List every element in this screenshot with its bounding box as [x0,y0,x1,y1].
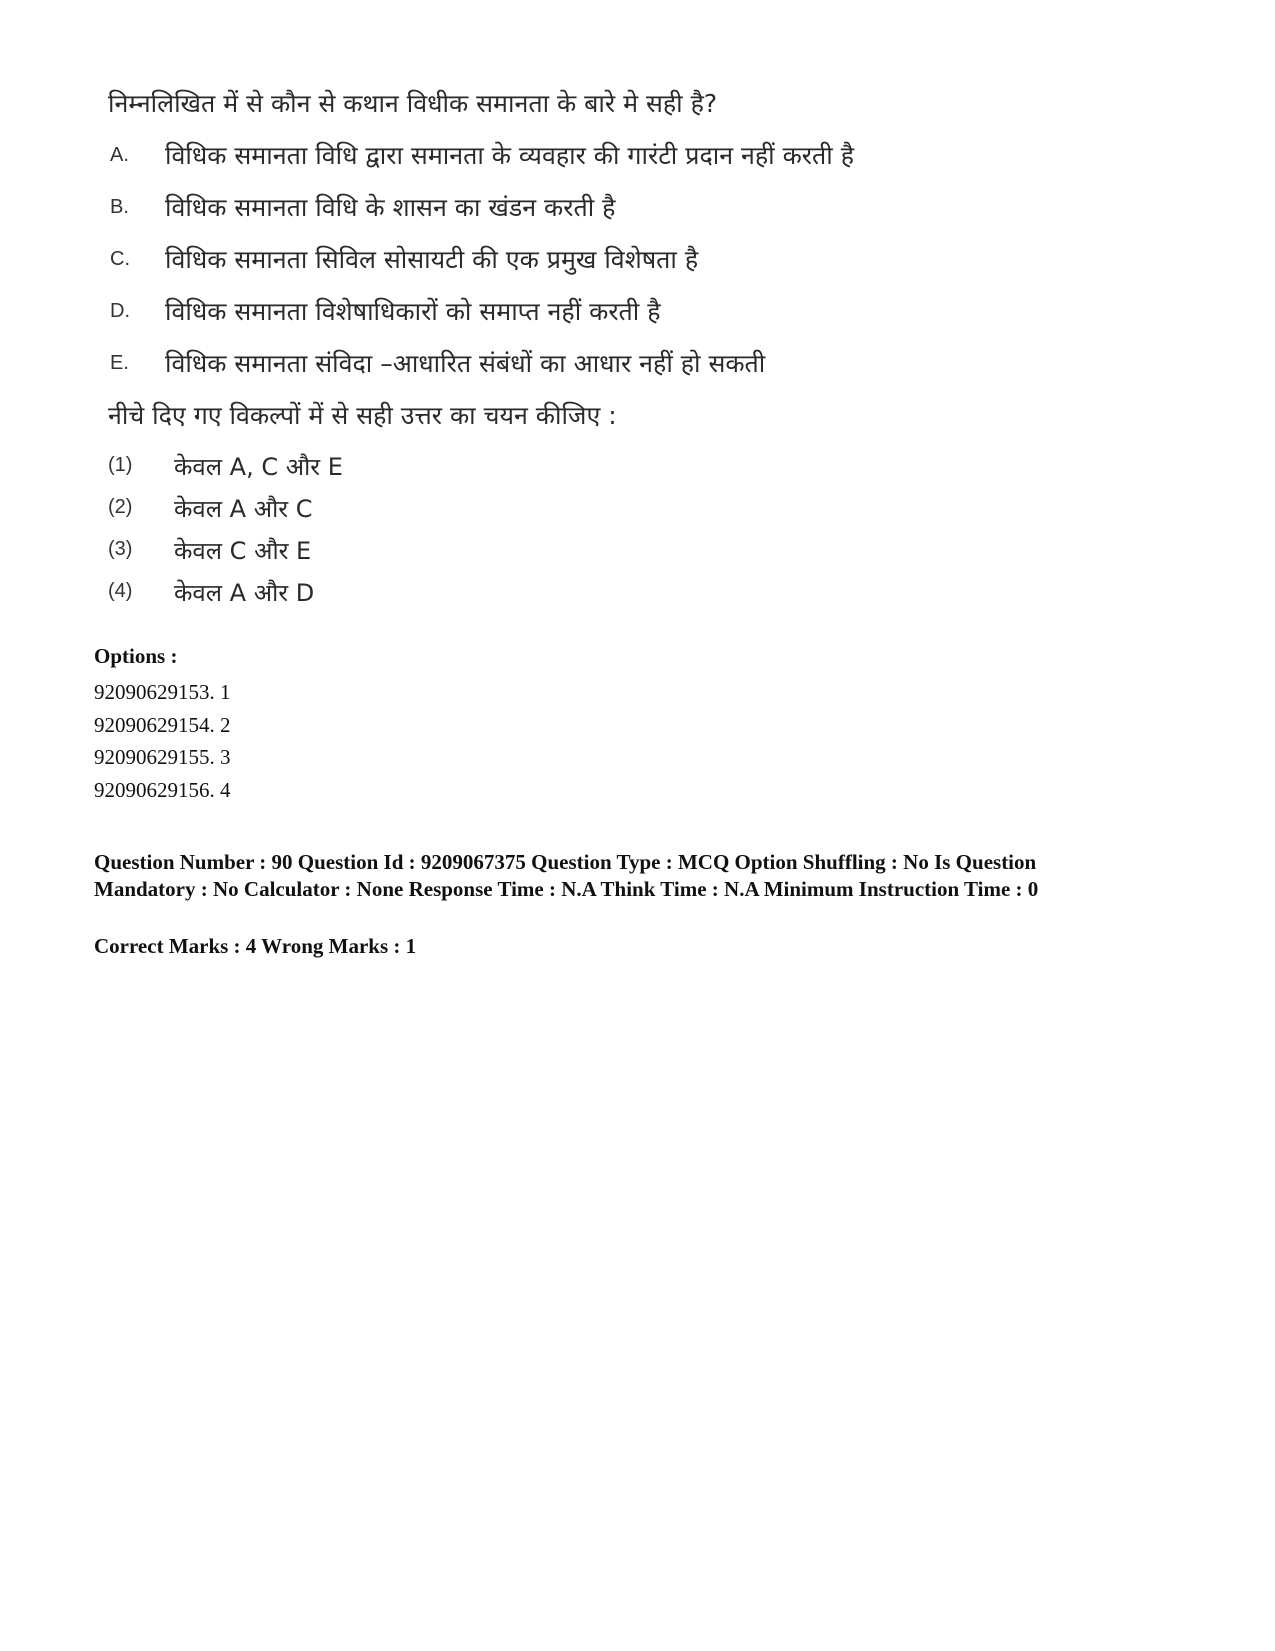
question-info: Question Number : 90 Question Id : 9209067375 Question Type : MCQ Option Shuffling : No Is Question Mandatory : No Calculator : None Response Time : N.A Think Time : N.A Minimum Instruction Time : 0 [94,850,1039,901]
statement-text: विधिक समानता विधि द्वारा समानता के व्यवहार की गारंटी प्रदान नहीं करती है [165,141,854,170]
options-heading: Options : [94,644,178,668]
option-item: 92090629155. 3 [94,745,231,769]
statement-label: E. [110,352,129,374]
statement-label: C. [110,248,130,270]
choice-number: (3) [108,538,133,560]
option-item: 92090629156. 4 [94,777,231,802]
statement-label: D. [110,300,130,322]
statement-label: B. [110,196,129,218]
choice-text: केवल A और C [174,495,313,523]
question-stem: निम्नलिखित में से कौन से कथान विधीक समानता के बारे मे सही है? [108,89,718,118]
choice-number: (1) [108,454,133,476]
answer-instruction: नीचे दिए गए विकल्पों में से सही उत्तर का चयन कीजिए : [108,401,617,430]
marks-info: Correct Marks : 4 Wrong Marks : 1 [94,934,417,958]
statement-label: A. [110,144,129,166]
option-item: 92090629153. 1 [94,680,231,704]
options-list [94,676,231,806]
choice-text: केवल C और E [174,537,312,565]
choice-number: (2) [108,496,133,518]
statement-text: विधिक समानता सिविल सोसायटी की एक प्रमुख विशेषता है [165,245,699,274]
statement-text: विधिक समानता विधि के शासन का खंडन करती है [165,193,616,222]
statement-text: विधिक समानता संविदा –आधारित संबंधों का आधार नहीं हो सकती [165,349,766,378]
option-item: 92090629154. 2 [94,712,231,737]
choice-number: (4) [108,580,133,602]
statement-text: विधिक समानता विशेषाधिकारों को समाप्त नहीं करती है [165,297,661,326]
choice-text: केवल A और D [174,579,315,607]
choice-text: केवल A, C और E [174,453,343,481]
